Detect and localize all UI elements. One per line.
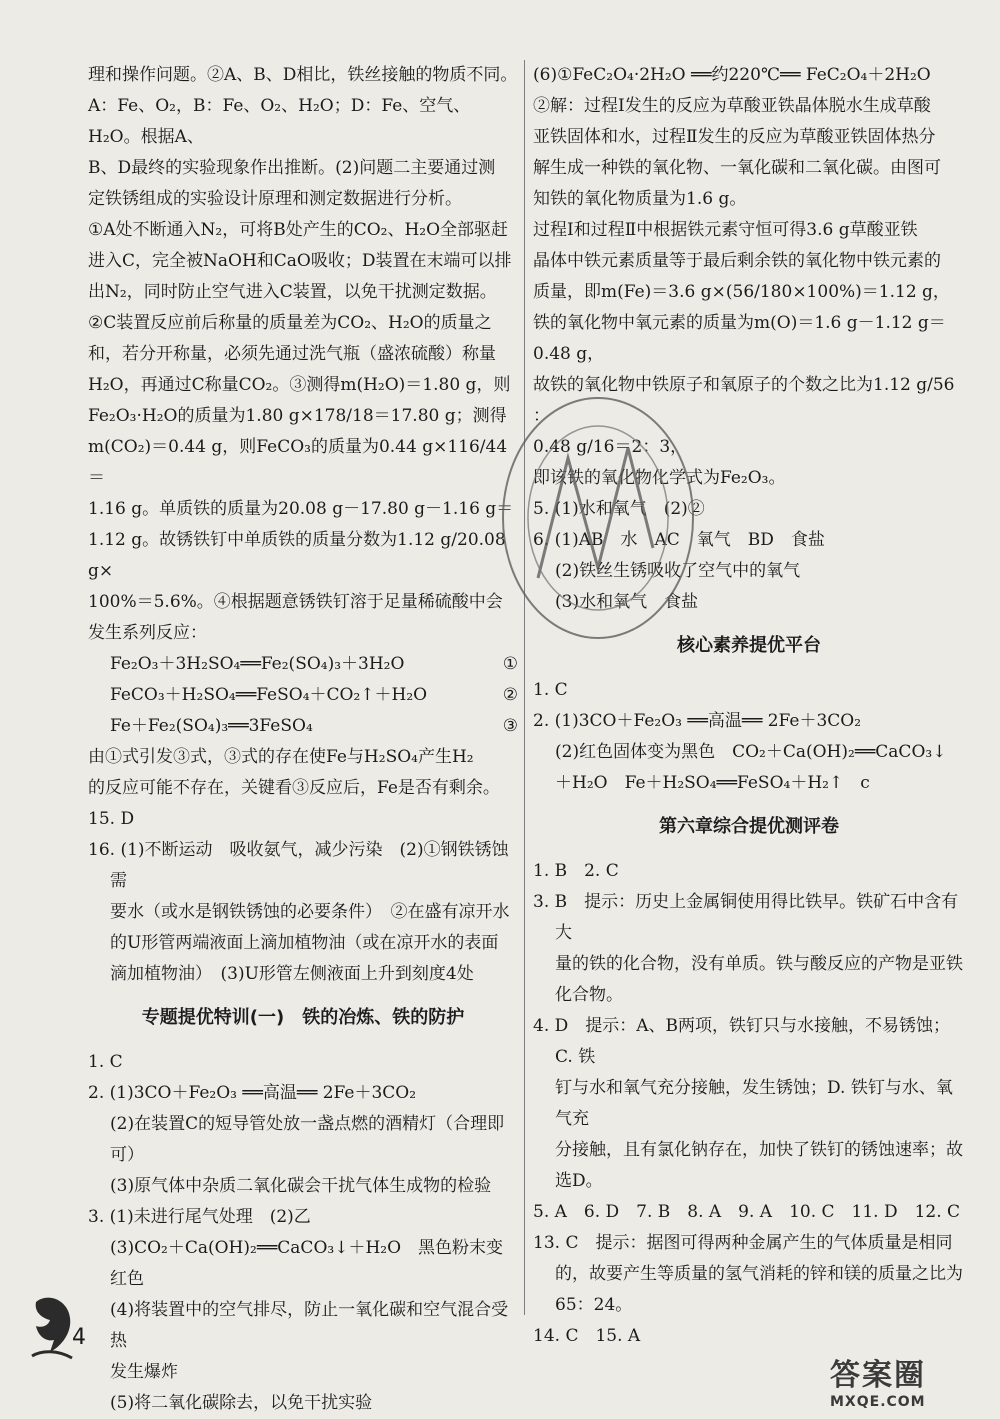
left-text-line: 理和操作问题。②A、B、D相比，铁丝接触的物质不同。	[88, 65, 518, 85]
equation-text: Fe＋Fe₂(SO₄)₃══3FeSO₄	[110, 716, 313, 736]
left-text-line: 由①式引发③式，③式的存在使Fe与H₂SO₄产生H₂	[88, 747, 474, 767]
left-text-line: 红色	[110, 1269, 144, 1289]
equation-marker: ①	[502, 654, 518, 674]
right-text-line: 故铁的氧化物中铁原子和氧原子的个数之比为1.12 g/56 ：	[533, 375, 955, 426]
right-text-line: 6. (1)AB 水 AC 氧气 BD 食盐	[533, 530, 825, 550]
equation-line	[88, 711, 518, 742]
right-text-line: (3)水和氧气 食盐	[555, 592, 699, 612]
right-text-line: 选D。	[555, 1171, 603, 1191]
page-number: 4	[72, 1325, 86, 1350]
left-text-line: 1.16 g。单质铁的质量为20.08 g－17.80 g－1.16 g＝	[88, 499, 514, 519]
left-text-line: (4)将装置中的空气排尽，防止一氧化碳和空气混合受热	[110, 1300, 509, 1351]
left-text-line: ①A处不断通入N₂，可将B处产生的CO₂、H₂O全部驱赶	[88, 220, 509, 240]
right-text-line: 1. C	[533, 680, 568, 700]
right-text-line: (2)红色固体变为黑色 CO₂＋Ca(OH)₂══CaCO₃↓	[555, 742, 947, 762]
left-text-line: 发生爆炸	[110, 1362, 178, 1382]
left-text-line: A：Fe、O₂，B：Fe、O₂、H₂O；D：Fe、空气、H₂O。根据A、	[88, 96, 471, 147]
right-text-line: 过程Ⅰ和过程Ⅱ中根据铁元素守恒可得3.6 g草酸亚铁	[533, 220, 918, 240]
left-text-line: 100%＝5.6%。④根据题意锈铁钉溶于足量稀硫酸中会	[88, 592, 503, 612]
right-text-line: 分接触，且有氯化钠存在，加快了铁钉的锈蚀速率；故	[555, 1140, 963, 1160]
left-text-line: 要水（或水是钢铁锈蚀的必要条件） ②在盛有凉开水	[110, 902, 510, 922]
section-heading: 核心素养提优平台	[677, 635, 821, 656]
right-column	[533, 60, 965, 1352]
left-text-line: 16. (1)不断运动 吸收氨气，减少污染 (2)①钢铁锈蚀需	[88, 840, 509, 891]
right-text-line: (2)铁丝生锈吸收了空气中的氧气	[555, 561, 801, 581]
right-text-line: 3. B 提示：历史上金属铜使用得比铁早。铁矿石中含有大	[533, 892, 959, 943]
left-text-line: B、D最终的实验现象作出推断。(2)问题二主要通过测	[88, 158, 496, 178]
right-text-line: 晶体中铁元素质量等于最后剩余铁的氧化物中铁元素的	[533, 251, 941, 271]
dolphin-logo-icon	[28, 1292, 76, 1364]
equation-text: Fe₂O₃＋3H₂SO₄══Fe₂(SO₄)₃＋3H₂O	[110, 654, 405, 674]
right-text-line: ②解：过程Ⅰ发生的反应为草酸亚铁晶体脱水生成草酸	[533, 96, 931, 116]
right-text-line: 0.48 g/16＝2：3，	[533, 437, 688, 457]
right-text-line: 质量，即m(Fe)＝3.6 g×(56/180×100%)＝1.12 g，	[533, 282, 950, 302]
left-text-line: H₂O，再通过C称量CO₂。③测得m(H₂O)＝1.80 g，则	[88, 375, 511, 395]
left-text-line: 3. (1)未进行尾气处理 (2)乙	[88, 1207, 311, 1227]
right-text-line: 钉与水和氧气充分接触，发生锈蚀；D. 铁钉与水、氧气充	[555, 1078, 953, 1129]
right-text-line: 亚铁固体和水，过程Ⅱ发生的反应为草酸亚铁固体热分	[533, 127, 936, 147]
watermark-title: 答案圈	[830, 1358, 926, 1393]
right-text-line: 2. (1)3CO＋Fe₂O₃ ══高温══ 2Fe＋3CO₂	[533, 711, 862, 731]
column-divider	[524, 60, 525, 1315]
right-text-line: 化合物。	[555, 985, 623, 1005]
equation-text: FeCO₃＋H₂SO₄══FeSO₄＋CO₂↑＋H₂O	[110, 685, 428, 705]
watermark-url: MXQE.COM	[830, 1394, 926, 1410]
left-text-line: 发生系列反应：	[88, 623, 207, 643]
right-text-line: 13. C 提示：据图可得两种金属产生的气体质量是相同	[533, 1233, 953, 1253]
right-text-line: 14. C 15. A	[533, 1326, 641, 1346]
left-text-line: 1.12 g。故锈铁钉中单质铁的质量分数为1.12 g/20.08 g×	[88, 530, 506, 581]
left-text-line: 1. C	[88, 1052, 123, 1072]
left-text-line: Fe₂O₃·H₂O的质量为1.80 g×178/18＝17.80 g；测得	[88, 406, 507, 426]
right-text-line: 解生成一种铁的氧化物、一氧化碳和二氧化碳。由图可	[533, 158, 941, 178]
left-text-line: 定铁锈组成的实验设计原理和测定数据进行分析。	[88, 189, 462, 209]
left-text-line: 进入C，完全被NaOH和CaO吸收；D装置在末端可以排	[88, 251, 512, 271]
right-text-line: 量的铁的化合物，没有单质。铁与酸反应的产物是亚铁	[555, 954, 963, 974]
right-text-line: 的，故要产生等质量的氢气消耗的锌和镁的质量之比为	[555, 1264, 963, 1284]
stamp-seal	[478, 378, 718, 658]
left-text-line: (5)将二氧化碳除去，以免干扰实验	[110, 1393, 373, 1413]
left-column	[88, 60, 518, 1419]
equation-marker: ②	[502, 685, 518, 705]
left-text-line: 可）	[110, 1145, 144, 1165]
left-text-line: 2. (1)3CO＋Fe₂O₃ ══高温══ 2Fe＋3CO₂	[88, 1083, 417, 1103]
left-text-line: 出N₂，同时防止空气进入C装置，以免干扰测定数据。	[88, 282, 497, 302]
left-text-line: m(CO₂)＝0.44 g，则FeCO₃的质量为0.44 g×116/44＝	[88, 437, 508, 488]
left-text-line: (3)CO₂＋Ca(OH)₂══CaCO₃↓＋H₂O 黑色粉末变	[110, 1238, 504, 1258]
right-text-line: 知铁的氧化物质量为1.6 g。	[533, 189, 747, 209]
right-text-line: 0.48 g，	[533, 344, 605, 364]
right-text-line: ＋H₂O Fe＋H₂SO₄══FeSO₄＋H₂↑ c	[555, 773, 870, 793]
equation-line	[88, 680, 518, 711]
section-heading: 专题提优特训(一) 铁的冶炼、铁的防护	[141, 1007, 465, 1028]
watermark	[830, 1350, 926, 1410]
right-text-line: 4. D 提示：A、B两项，铁钉只与水接触，不易锈蚀；C. 铁	[533, 1016, 951, 1067]
equation-line	[88, 649, 518, 680]
right-text-line: 即该铁的氧化物化学式为Fe₂O₃。	[533, 468, 786, 488]
left-text-line: 滴加植物油） (3)U形管左侧液面上升到刻度4处	[110, 964, 474, 984]
left-text-line: 的反应可能不存在，关键看③反应后，Fe是否有剩余。	[88, 778, 500, 798]
right-text-line: 1. B 2. C	[533, 861, 619, 881]
right-text-line: 5. (1)水和氧气 (2)②	[533, 499, 705, 519]
right-text-line: 5. A 6. D 7. B 8. A 9. A 10. C 11. D 12. C	[533, 1202, 961, 1222]
equation-marker: ③	[502, 716, 518, 736]
left-text-line: (3)原气体中杂质二氧化碳会干扰气体生成物的检验	[110, 1176, 492, 1196]
left-text-line: ②C装置反应前后称量的质量差为CO₂、H₂O的质量之	[88, 313, 492, 333]
right-text-line: 65：24。	[555, 1295, 633, 1315]
left-text-line: 和，若分开称量，必须先通过洗气瓶（盛浓硫酸）称量	[88, 344, 496, 364]
left-text-line: (2)在装置C的短导管处放一盏点燃的酒精灯（合理即	[110, 1114, 505, 1134]
section-heading: 第六章综合提优测评卷	[659, 816, 839, 837]
right-text-line: (6)①FeC₂O₄·2H₂O ══约220℃══ FeC₂O₄＋2H₂O	[533, 65, 931, 85]
right-text-line: 铁的氧化物中氧元素的质量为m(O)＝1.6 g－1.12 g＝	[533, 313, 946, 333]
left-text-line: 15. D	[88, 809, 135, 829]
left-text-line: 的U形管两端液面上滴加植物油（或在凉开水的表面	[110, 933, 499, 953]
